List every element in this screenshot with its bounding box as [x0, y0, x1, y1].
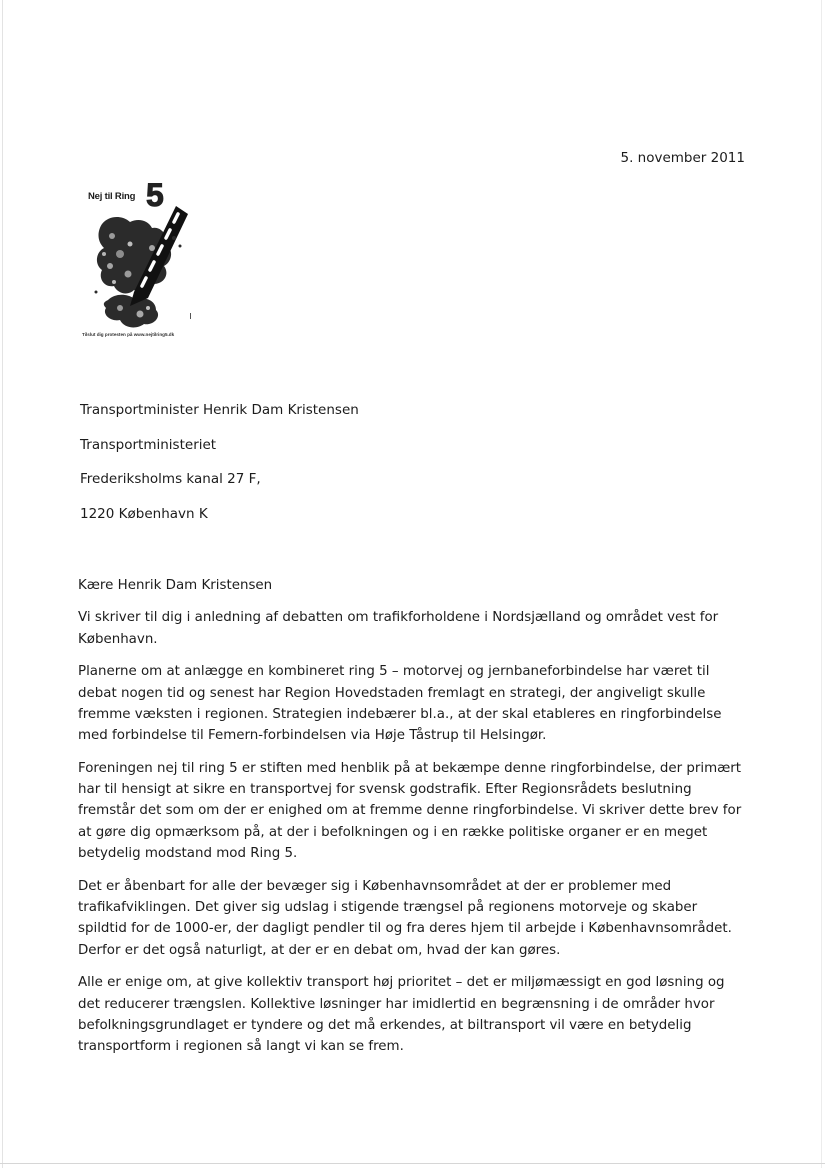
scan-edge-right [821, 0, 822, 1168]
recipient-city: 1220 København K [80, 505, 208, 522]
logo-number: 5 [146, 177, 164, 213]
recipient-name: Transportminister Henrik Dam Kristensen [80, 402, 359, 418]
recipient-street: Frederiksholms kanal 27 F, [80, 471, 261, 487]
recipient-address [80, 400, 359, 538]
scan-mark [190, 313, 191, 319]
nej-til-ring5-logo [82, 177, 200, 347]
logo-footer-text: Tilslut dig protesten på www.nejtilring5.dk [82, 332, 175, 337]
paragraph-3: Foreningen nej til ring 5 er stiften med henblik på at bekæmpe denne ringforbindelse, der primært har til hensigt at sikre en transportvej for svensk godstrafik. Efter Regionsrådets beslutning fremstår det som om der er enighed om at fremme denne ringforbindelse. Vi skriver dette brev for at gøre dig opmærksom på, at der i befolkningen og i en række politiske organer er en meget betydelig modstand mod Ring 5. [78, 760, 742, 862]
letter-body [78, 575, 750, 1069]
scan-edge-bottom [0, 1163, 825, 1164]
paragraph-1: Vi skriver til dig i anledning af debatten om trafikforholdene i Nordsjælland og området vest for København. [78, 610, 719, 647]
region-map-icon [90, 204, 190, 332]
paragraph-4: Det er åbenbart for alle der bevæger sig i Københavnsområdet at der er problemer med trafikafviklingen. Det giver sig udslag i stigende trængsel på regionens motorveje og skaber spildtid for de 1000-er, der dagligt pendler til og fra deres hjem til arbejde i Københavnsområdet. Derfor er det også naturligt, at der er en debat om, hvad der kan gøres. [78, 878, 732, 958]
paragraph-5: Alle er enige om, at give kollektiv transport høj prioritet – det er miljømæssigt en god løsning og det reducerer trængslen. Kollektive løsninger har imidlertid en begrænsning i de områder hvor befolkningsgrundlaget er tyndere og det må erkendes, at biltransport vil være en betydelig transportform i regionen så langt vi kan se frem. [78, 975, 725, 1055]
scan-edge-left [2, 0, 3, 1168]
letter-date: 5. november 2011 [620, 150, 745, 166]
salutation: Kære Henrik Dam Kristensen [78, 578, 273, 593]
paragraph-2: Planerne om at anlægge en kombineret ring 5 – motorvej og jernbaneforbindelse har været til debat nogen tid og senest har Region Hovedstaden fremlagt en strategi, der angiveligt skulle fremme væksten i regionen. Strategien indebærer bl.a., at der skal etableres en ringforbindelse med forbindelse til Femern-forbindelsen via Høje Tåstrup til Helsingør. [78, 664, 722, 744]
recipient-organization: Transportministeriet [80, 436, 217, 453]
logo-title: Nej til Ring [88, 191, 136, 202]
